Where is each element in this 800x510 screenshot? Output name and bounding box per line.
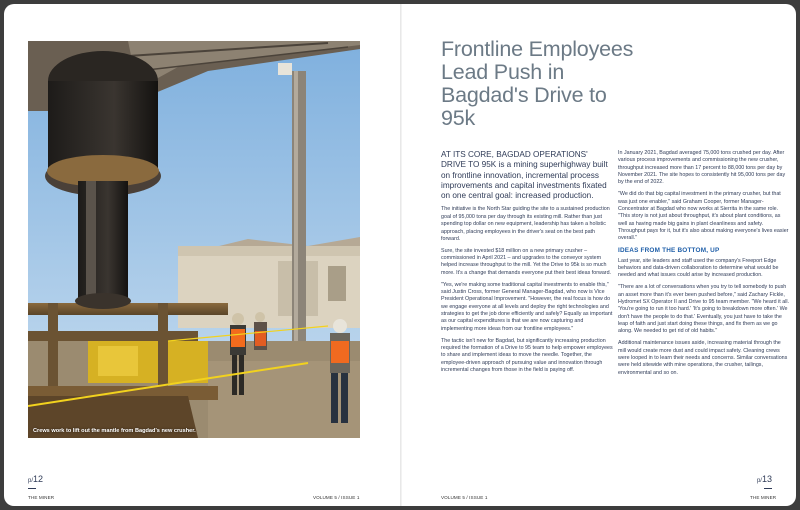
article-column-1 <box>441 150 614 379</box>
footer-volume-right: VOLUME 5 / ISSUE 1 <box>441 495 488 500</box>
footer-magazine-right: THE MINER <box>750 495 777 500</box>
folio-number: 13 <box>761 474 772 484</box>
body-paragraph: In January 2021, Bagdad averaged 75,000 tons crushed per day. After various process improvements and commissioning the new crusher, throughput increased more than 17 percent to 88,000 tons per day by November 2021. The site hopes to consistently hit 95,000 tons per day by the end of 2022. <box>618 150 786 186</box>
section-subhead: IDEAS FROM THE BOTTOM, UP <box>618 247 720 255</box>
article-lede <box>441 150 614 201</box>
body-paragraph: Sure, the site invested $18 million on a new primary crusher – commissioned in April 2021 – and upgrades to the conveyor system helped increase throughput to the mill. Yet the Drive to 95k is so much more. It's a change that demands everyone put their best ideas forward. <box>441 247 612 276</box>
page-number-left <box>28 474 43 484</box>
folio-prefix: p/ <box>756 478 762 484</box>
body-paragraph: Additional maintenance issues aside, increasing material through the mill would create more dust and could impact safety. Cleaning crews were looped in to learn their needs and concerns. Similar conversations were held sitewide with mine operations, the crusher, tailings, environmental and so on. <box>618 340 788 376</box>
body-paragraph: "Yes, we're making some traditional capital investments to enable this," said Justin Cross, former General Manager-Bagdad, who now is Vice President Operational Improvement. "However, the real focus is how do we engage everyone at all levels and deploy the right technologies and strategies to get the job done efficiently and safely? Equally as important as our capital expenditures is that we are now capturing and implementing more ideas from our frontline employees." <box>441 281 613 332</box>
article-column-2 <box>618 150 790 382</box>
page-number-right <box>757 474 772 484</box>
article-headline: Frontline Employees Lead Push in Bagdad's Drive to 95k <box>441 37 634 130</box>
folio-rule-left <box>28 488 36 489</box>
folio-rule-right <box>764 488 772 489</box>
crusher-photo-illustration <box>28 41 360 438</box>
footer-volume-left: VOLUME 5 / ISSUE 1 <box>313 495 360 500</box>
photo-caption: Crews work to lift out the mantle from Bagdad's new crusher. <box>33 428 196 434</box>
folio-number: 12 <box>33 474 44 484</box>
body-paragraph: Last year, site leaders and staff used the company's Freeport Edge behaviors and data-driven collaboration to determine what would be needed and what issues could arise by increased production. <box>618 257 779 279</box>
lede-rest: is a mining superhighway built on frontline innovation, incremental process improvements and capital investments fixated on one central goal: increased production. <box>441 160 608 201</box>
lede-caps: AT ITS CORE, BAGDAD OPERATIONS' DRIVE TO 95K <box>441 150 588 170</box>
magazine-spread <box>4 4 796 506</box>
body-paragraph: "We did do that big capital investment in the primary crusher, but that was just one enabler," said Graham Cooper, former Manager-Concentrator at Bagdad who now works at Sierrita in the same role. "This story is not just about throughput, it's about plant conditions, as well as having made big gains in plant cleanliness and safety. Throughput pays for it, but it's also about making everyone's lives easier overall." <box>618 191 789 242</box>
body-paragraph: The initiative is the North Star guiding the site to a sustained production goal of 95,000 tons per day through its existing mill. Rather than just spending top dollar on new equipment, leadership has taken a holistic approach, placing employees in the driver's seat on the best path forward. <box>441 206 610 242</box>
footer-magazine-left: THE MINER <box>28 495 55 500</box>
folio-prefix: p/ <box>28 478 34 484</box>
crusher-photo <box>28 41 360 438</box>
page-gutter <box>400 4 402 506</box>
body-paragraph: The tactic isn't new for Bagdad, but significantly increasing production required the formation of a Drive to 95 team to help empower employees to share and implement ideas to move the needle. Together, the employee-driven approach of pursuing value and innovation through incremental changes from those in the field is paying off. <box>441 337 613 374</box>
body-paragraph: "There are a lot of conversations when you try to tell somebody to push an asset more than it's ever been pushed before," said Zachary Fickle, Hydromet SX Operator II and Drive to 95 team member. "We heard it all. 'You're going to run it too hard.' 'It's going to breakdown more often.' We don't have the people to do that.' Eventually, you just have to take the leap of faith and just start doing these things, and fix them as we go along. We needed to get rid of old habits." <box>618 284 790 335</box>
